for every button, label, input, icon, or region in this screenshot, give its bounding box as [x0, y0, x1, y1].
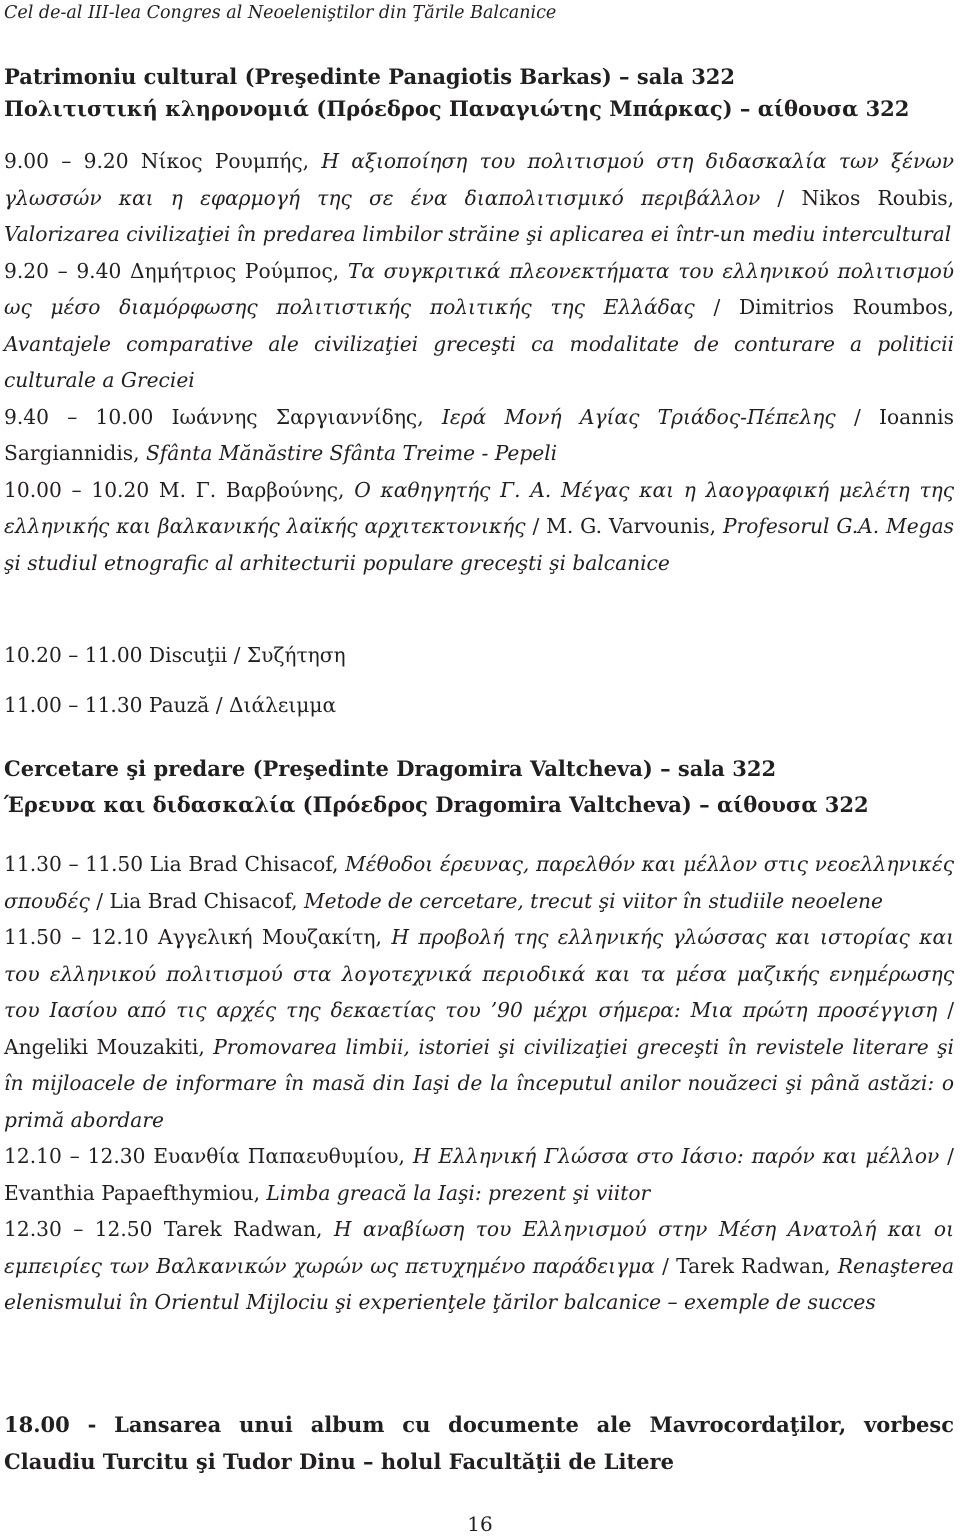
- entry-time: 10.00 – 10.20: [4, 477, 150, 502]
- break-entry: 11.00 – 11.30 Pauză / Διάλειμμα: [4, 693, 337, 717]
- entry-title-ro: Promovarea limbii, istoriei şi civilizaţiei greceşti în revistele literare şi în mijloacele de informare în masă din Iaşi de la începutul anilor nouăzeci şi până astăzi: o primă abordare: [4, 1034, 954, 1132]
- entry-speaker-el: Αγγελική Μουζακίτη,: [157, 925, 382, 949]
- entry-time: 9.00 – 9.20: [4, 149, 129, 173]
- entry-title-ro: Renaşterea elenismului în Orientul Mijlociu şi experienţele ţărilor balcanice – exemple de succes: [4, 1253, 955, 1314]
- entry-separator: /: [532, 514, 540, 538]
- program-entry: [4, 1211, 954, 1321]
- program-entry: [4, 1138, 954, 1211]
- entry-title-el: Ιερά Μονή Αγίας Τριάδος-Πέπελης: [441, 404, 836, 429]
- section-heading-ro: Cercetare şi predare (Preşedinte Dragomira Valtcheva) – sala 322: [4, 756, 777, 781]
- entry-title-ro: Valorizarea civilizaţiei în predarea limbilor străine şi aplicarea ei într-un mediu intercultural: [4, 222, 952, 246]
- program-entry: [4, 253, 954, 399]
- entry-time: 11.50 – 12.10: [4, 925, 149, 949]
- entry-separator: /: [662, 1253, 669, 1278]
- entry-title-el: Η αξιοποίηση του πολιτισμού στη διδασκαλία των ξένων γλωσσών και η εφαρμογή της σε ένα διαπολιτισμικό περιβάλλον: [4, 149, 954, 210]
- page-number: 16: [467, 1512, 493, 1536]
- entry-speaker-el: Lia Brad Chisacof,: [149, 852, 339, 876]
- program-entry: [4, 472, 954, 582]
- program-entry: [4, 399, 954, 472]
- entry-speaker-el: Ευανθία Παπαευθυμίου,: [153, 1144, 405, 1168]
- entry-speaker-ro: Angeliki Mouzakiti,: [4, 1034, 205, 1059]
- entry-title-el: Η αναβίωση του Ελληνισμού στην Μέση Ανατολή και οι εμπειρίες των Βαλκανικών χωρών ως πετυχημένο παράδειγμα: [4, 1217, 954, 1278]
- entry-title-ro: Profesorul G.A. Megas şi studiul etnografic al arhitecturii populare greceşti şi balcanice: [4, 514, 954, 575]
- entry-title-el: Μέθοδοι έρευνας, παρελθόν και μέλλον στις νεοελληνικές σπουδές: [4, 852, 955, 913]
- program-list-section2: [4, 846, 954, 1321]
- entry-title-el: Η Ελληνική Γλώσσα στο Ιάσιο: παρόν και μέλλον: [412, 1144, 940, 1168]
- entry-speaker-ro: Dimitrios Roumbos,: [738, 295, 955, 319]
- entry-speaker-el: Ιωάννης Σαργιαννίδης,: [171, 404, 424, 429]
- program-entry: [4, 846, 954, 919]
- entry-time: 9.40 – 10.00: [4, 404, 154, 429]
- program-list-section1: [4, 143, 954, 581]
- entry-speaker-ro: Tarek Radwan,: [676, 1253, 831, 1278]
- entry-title-el: Τα συγκριτικά πλεονεκτήματα του ελληνικού πολιτισμού ως μέσο διαμόρφωσης πολιτιστικής πολιτικής της Ελλάδας: [4, 258, 954, 319]
- entry-speaker-el: Μ. Γ. Βαρβούνης,: [158, 477, 345, 502]
- entry-speaker-ro: Lia Brad Chisacof,: [109, 888, 298, 913]
- entry-speaker-ro: M. G. Varvounis,: [546, 514, 717, 538]
- entry-speaker-ro: Nikos Roubis,: [801, 185, 955, 210]
- running-header: Cel de-al III-lea Congres al Neoeleniştilor din Ţările Balcanice: [4, 3, 557, 23]
- entry-speaker-el: Νίκος Ρουμπής,: [140, 149, 310, 173]
- entry-time: 11.30 – 11.50: [4, 852, 144, 876]
- entry-title-ro: Limba greacă la Iaşi: prezent şi viitor: [266, 1180, 651, 1205]
- entry-speaker-ro: Evanthia Papaefthymiou,: [4, 1180, 260, 1205]
- entry-speaker-el: Δημήτριος Ρούμπος,: [129, 258, 340, 283]
- entry-time: 12.30 – 12.50: [4, 1217, 153, 1241]
- entry-time: 12.10 – 12.30: [4, 1144, 146, 1168]
- entry-time: 9.20 – 9.40: [4, 258, 122, 283]
- entry-separator: /: [713, 295, 721, 319]
- entry-separator: /: [853, 404, 861, 429]
- entry-title-el: Η προβολή της ελληνικής γλώσσας και ιστορίας και του ελληνικού πολιτισμού στα λογοτεχνικά περιοδικά και τα μέσα μαζικής ενημέρωσης του Ιασίου από τις αρχές της δεκαετίας του ’90 μέχρι σήμερα: Μια πρώτη προσέγγιση: [4, 925, 955, 1022]
- entry-separator: /: [947, 998, 955, 1022]
- section-heading-ro: Patrimoniu cultural (Preşedinte Panagiotis Barkas) – sala 322: [4, 64, 736, 89]
- closing-event: 18.00 - Lansarea unui album cu documente ale Mavrocordaţilor, vorbesc Claudiu Turcitu şi Tudor Dinu – holul Facultăţii de Litere: [4, 1412, 954, 1474]
- program-entry: [4, 143, 954, 253]
- entry-title-ro: Metode de cercetare, trecut şi viitor în studiile neoelene: [303, 888, 883, 913]
- entry-title-el: Ο καθηγητής Γ. Α. Μέγας και η λαογραφική μελέτη της ελληνικής και βαλκανικής λαϊκής αρχιτεκτονικής: [4, 477, 955, 538]
- entry-title-ro: Avantajele comparative ale civilizaţiei greceşti ca modalitate de conturare a politicii culturale a Greciei: [4, 331, 954, 392]
- entry-separator: /: [947, 1144, 954, 1168]
- entry-separator: /: [96, 888, 104, 913]
- section-heading-el: Πολιτιστική κληρονομιά (Πρόεδρος Παναγιώτης Μπάρκας) – αίθουσα 322: [4, 96, 910, 121]
- entry-separator: /: [777, 185, 785, 210]
- entry-speaker-ro: Ioannis Sargiannidis,: [4, 404, 954, 465]
- program-entry: [4, 919, 954, 1138]
- entry-title-ro: Sfânta Mănăstire Sfânta Treime - Pepeli: [145, 441, 558, 465]
- section-heading-el: Έρευνα και διδασκαλία (Πρόεδρος Dragomira Valtcheva) – αίθουσα 322: [4, 792, 869, 817]
- entry-speaker-el: Tarek Radwan,: [163, 1217, 323, 1241]
- discussion-entry: 10.20 – 11.00 Discuţii / Συζήτηση: [4, 643, 346, 667]
